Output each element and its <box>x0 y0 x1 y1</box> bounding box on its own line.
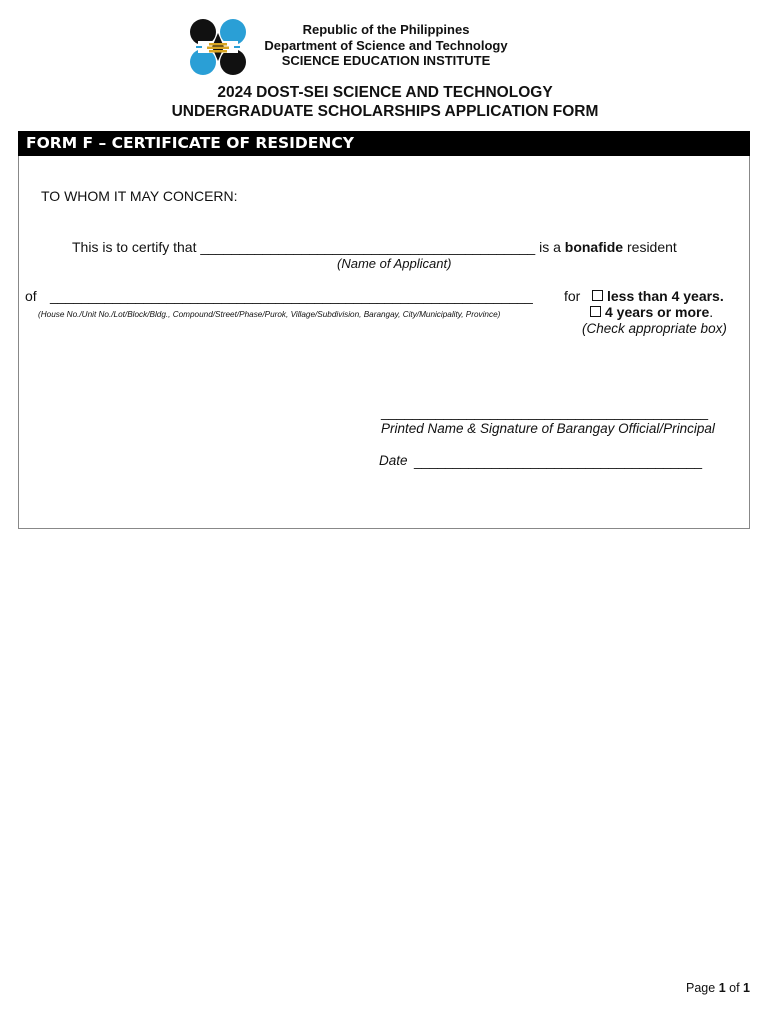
title-line-2: UNDERGRADUATE SCHOLARSHIPS APPLICATION FORM <box>171 102 599 120</box>
org-line-institute: SCIENCE EDUCATION INSTITUTE <box>281 53 491 68</box>
form-heading: FORM F – CERTIFICATE OF RESIDENCY <box>18 131 750 156</box>
address-field[interactable]: ______________________________________________________________ <box>50 288 533 304</box>
checkbox-empty-icon[interactable] <box>590 306 601 317</box>
certify-line <box>72 239 677 255</box>
salutation: TO WHOM IT MAY CONCERN: <box>41 188 238 204</box>
organization-block <box>250 22 522 69</box>
signature-field[interactable]: __________________________________________ <box>381 404 709 420</box>
page-total: 1 <box>743 981 750 995</box>
option-less-than-4[interactable] <box>592 288 724 304</box>
page-number <box>686 981 750 995</box>
checkbox-empty-icon[interactable] <box>592 290 603 301</box>
date-label: Date <box>379 453 408 468</box>
org-line-department: Department of Science and Technology <box>264 37 508 53</box>
page-of: of <box>729 981 740 995</box>
address-caption: (House No./Unit No./Lot/Block/Bldg., Compound/Street/Phase/Purok, Village/Subdivision, Barangay, City/Municipality, Province) <box>38 310 501 319</box>
dost-sei-logo <box>188 19 248 75</box>
option-less-than-4-label: less than 4 years. <box>607 288 724 304</box>
certify-prefix: This is to certify that <box>72 239 197 255</box>
check-caption: (Check appropriate box) <box>582 321 727 336</box>
resident-word: resident <box>627 239 677 255</box>
date-field[interactable]: _____________________________________ <box>414 453 703 469</box>
document-title <box>0 84 770 121</box>
applicant-name-field[interactable]: ___________________________________________ <box>200 239 536 255</box>
option-4-or-more-label: 4 years or more <box>605 304 710 320</box>
option-4-or-more-period: . <box>709 304 714 320</box>
bonafide-word: bonafide <box>564 239 624 255</box>
certify-mid: is a <box>539 239 561 255</box>
page-prefix: Page <box>686 981 716 995</box>
page-current: 1 <box>718 981 726 995</box>
signature-caption: Printed Name & Signature of Barangay Official/Principal <box>381 421 715 436</box>
title-line-1: 2024 DOST-SEI SCIENCE AND TECHNOLOGY <box>217 84 553 101</box>
option-4-or-more[interactable] <box>590 304 713 320</box>
of-label: of <box>25 288 37 304</box>
org-line-republic: Republic of the Philippines <box>302 22 470 37</box>
applicant-caption: (Name of Applicant) <box>337 256 452 271</box>
for-label: for <box>564 288 581 304</box>
